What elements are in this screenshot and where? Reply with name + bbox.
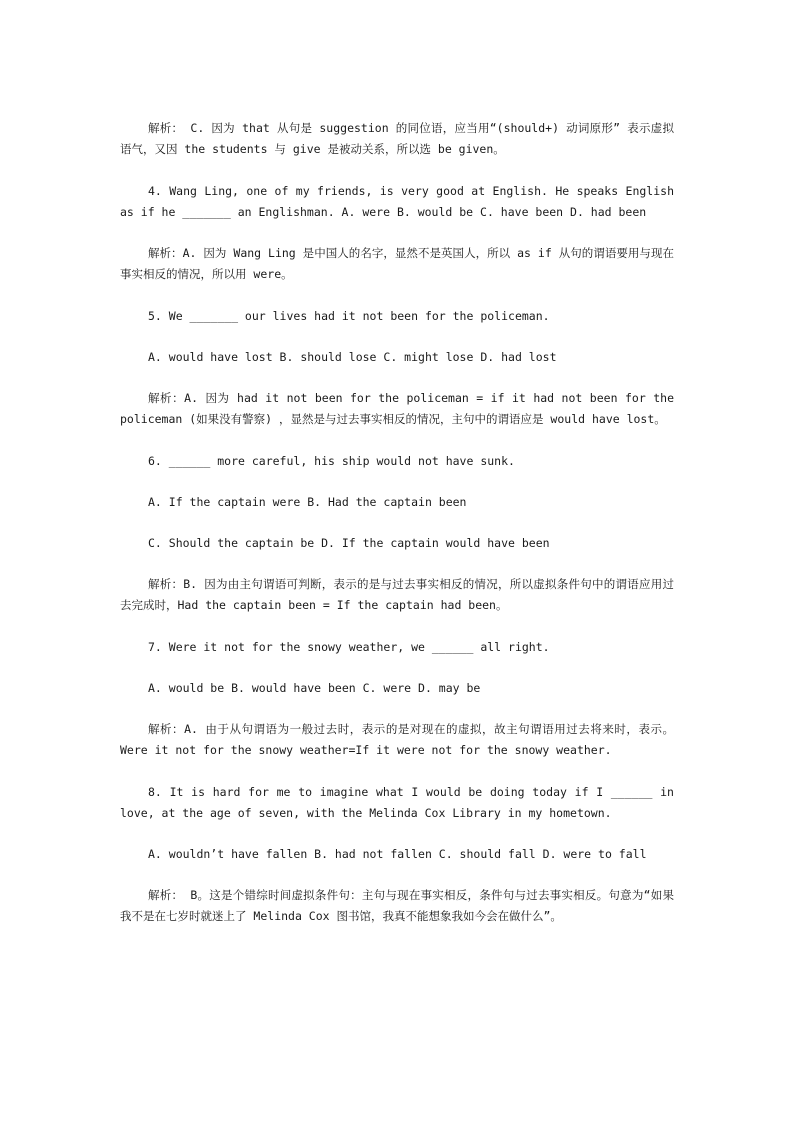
- analysis-6: 解析：B. 因为由主句谓语可判断，表示的是与过去事实相反的情况，所以虚拟条件句中的谓语应用过去完成时，Had the captain been = If the captain had been。: [120, 577, 674, 612]
- question-5: 5. We _______ our lives had it not been for the policeman.: [148, 309, 550, 323]
- options-7: A. would be B. would have been C. were D. may be: [148, 681, 481, 695]
- options-8: A. wouldn’t have fallen B. had not fallen C. should fall D. were to fall: [148, 847, 647, 861]
- analysis-4: 解析：A. 因为 Wang Ling 是中国人的名字，显然不是英国人，所以 as if 从句的谓语要用与现在事实相反的情况，所以用 were。: [120, 246, 674, 281]
- document-page: [120, 118, 674, 927]
- question-6: 6. ______ more careful, his ship would not have sunk.: [148, 454, 515, 468]
- analysis-5: 解析：A. 因为 had it not been for the policeman = if it had not been for the policeman (如果没有警察) ，显然是与过去事实相反的情况，主句中的谓语应是 would have lost。: [120, 391, 674, 426]
- question-8: 8. It is hard for me to imagine what I would be doing today if I ______ in love, at the age of seven, with the Melinda Cox Library in my hometown.: [120, 785, 674, 820]
- options-6b: C. Should the captain be D. If the captain would have been: [148, 536, 550, 550]
- options-6a: A. If the captain were B. Had the captain been: [148, 495, 467, 509]
- options-5: A. would have lost B. should lose C. might lose D. had lost: [148, 350, 557, 364]
- analysis-8: 解析： B。这是个错综时间虚拟条件句：主句与现在事实相反，条件句与过去事实相反。句意为“如果我不是在七岁时就迷上了 Melinda Cox 图书馆，我真不能想象我如今会在做什么”。: [120, 888, 674, 923]
- analysis-7: 解析：A. 由于从句谓语为一般过去时，表示的是对现在的虚拟，故主句谓语用过去将来时，表示。Were it not for the snowy weather=If it were not for the snowy weather.: [120, 722, 674, 757]
- question-4: 4. Wang Ling, one of my friends, is very good at English. He speaks English as if he _______ an Englishman. A. were B. would be C. have been D. had been: [120, 184, 674, 219]
- analysis-3: 解析： C. 因为 that 从句是 suggestion 的同位语，应当用“(should+) 动词原形” 表示虚拟语气，又因 the students 与 give 是被动关系，所以选 be given。: [120, 121, 674, 156]
- question-7: 7. Were it not for the snowy weather, we ______ all right.: [148, 640, 550, 654]
